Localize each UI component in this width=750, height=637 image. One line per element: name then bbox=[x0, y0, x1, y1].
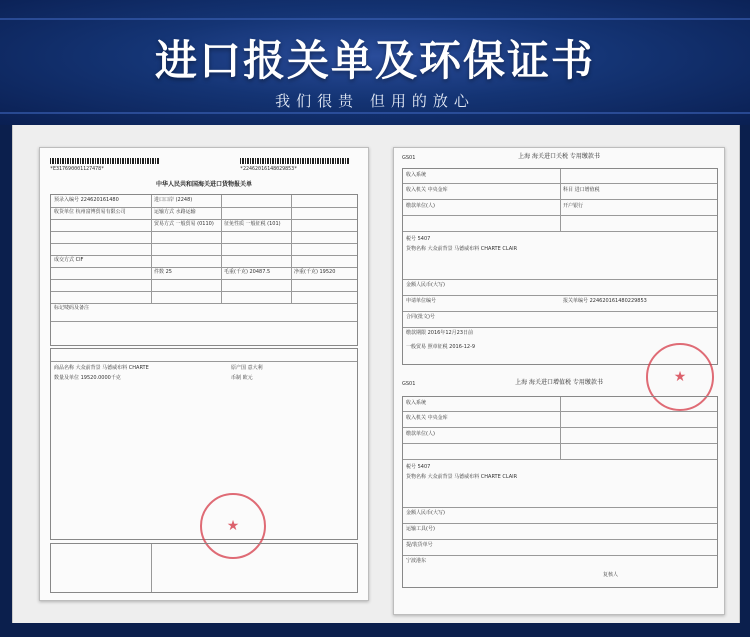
tax-row: 缴款单位(人) bbox=[406, 431, 435, 437]
tax-row: 宁波港东 bbox=[406, 558, 427, 564]
documents-panel bbox=[12, 125, 740, 623]
field: 成交方式 CIF bbox=[54, 257, 84, 263]
tax-row: 收入机关 中央金库 bbox=[406, 415, 448, 421]
tax-row: 收入系统 bbox=[406, 172, 427, 178]
field: 件数 25 bbox=[154, 269, 172, 275]
tax-row: 金额人民币(大写) bbox=[406, 510, 445, 516]
tax-row: 缴款期限 2016年12月23日前 bbox=[406, 330, 474, 336]
field: 收货单位 杭州富博贸易有限公司 bbox=[54, 209, 126, 215]
barcode-right bbox=[240, 158, 350, 164]
tax-form-top bbox=[402, 168, 718, 365]
declaration-title: 中华人民共和国海关进口货物报关单 bbox=[155, 181, 252, 188]
tax-form-bottom bbox=[402, 396, 718, 588]
tax-row: 合同(批文)号 bbox=[406, 314, 435, 320]
tax-row: 一般贸易 照章征税 2016-12-9 bbox=[406, 344, 476, 350]
tax-row: 货物名称 大众前背景 马德威布料 CHARTE CLAIR bbox=[406, 474, 518, 480]
banner-title: 进口报关单及环保证书 bbox=[154, 36, 595, 85]
field: 贸易方式 一般贸易 (0110) bbox=[154, 221, 214, 227]
field: 征免性质 一般征税 (101) bbox=[224, 221, 281, 227]
goods-quantity: 数量及单位 19520.0000千克 bbox=[54, 375, 121, 381]
barcode-left-text: *E317690001127478* bbox=[50, 166, 105, 172]
tax-row: 税号 5407 bbox=[406, 236, 431, 242]
tax-row: 收入机关 中央金库 bbox=[406, 187, 448, 193]
field: 进口口岸 (2248) bbox=[154, 197, 193, 203]
barcode-left bbox=[50, 158, 160, 164]
star-icon: ★ bbox=[226, 518, 240, 534]
tax-row: 运输工具(号) bbox=[406, 526, 435, 532]
tax-row: 申请单位编号 bbox=[406, 298, 437, 304]
tax-code-top: GS01 bbox=[402, 155, 416, 161]
tax-row: 复核人 bbox=[603, 572, 619, 578]
goods-name: 商品名称 大众前背景 马德威布料 CHARTE bbox=[54, 365, 149, 371]
tax-row: 报关单编号 224620161480229853 bbox=[563, 298, 647, 304]
tax-header-bottom: 上海 海关进口增值税 专用缴款书 bbox=[515, 379, 603, 386]
header-banner bbox=[0, 0, 750, 125]
field: 预录入编号 224620161480 bbox=[54, 197, 119, 203]
goods-origin: 原产国 意大利 bbox=[231, 365, 263, 371]
tax-row: 税号 5407 bbox=[406, 464, 431, 470]
tax-row: 收入系统 bbox=[406, 400, 427, 406]
customs-declaration-document bbox=[39, 147, 369, 601]
field: 标记唛码及备注 bbox=[54, 305, 90, 311]
barcode-right-text: *22462016148029853* bbox=[240, 166, 298, 172]
tax-payment-document bbox=[393, 147, 725, 615]
tax-row: 货物名称 大众前背景 马德威布料 CHARTE CLAIR bbox=[406, 246, 518, 252]
declaration-table bbox=[50, 194, 358, 346]
star-icon: ★ bbox=[673, 369, 687, 385]
field: 净重(千克) 19520 bbox=[294, 269, 336, 275]
tax-code-bottom: GS01 bbox=[402, 381, 416, 387]
field: 运输方式 水路运输 bbox=[154, 209, 196, 215]
tax-row: 科目 进口增值税 bbox=[563, 187, 600, 193]
banner-decor-line bbox=[0, 18, 750, 20]
tax-row: 金额人民币(大写) bbox=[406, 282, 445, 288]
bottom-bar bbox=[0, 623, 750, 637]
tax-row: 缴款单位(人) bbox=[406, 203, 435, 209]
tax-row: 开户银行 bbox=[563, 203, 584, 209]
banner-decor-line bbox=[0, 112, 750, 114]
goods-currency: 币制 欧元 bbox=[231, 375, 253, 381]
declaration-footer bbox=[50, 543, 358, 593]
tax-row: 提/装货单号 bbox=[406, 542, 433, 548]
tax-header-top: 上海 海关进口关税 专用缴款书 bbox=[518, 153, 600, 160]
field: 毛重(千克) 20487.5 bbox=[224, 269, 271, 275]
banner-subtitle: 我们很贵 但用的放心 bbox=[275, 92, 475, 110]
